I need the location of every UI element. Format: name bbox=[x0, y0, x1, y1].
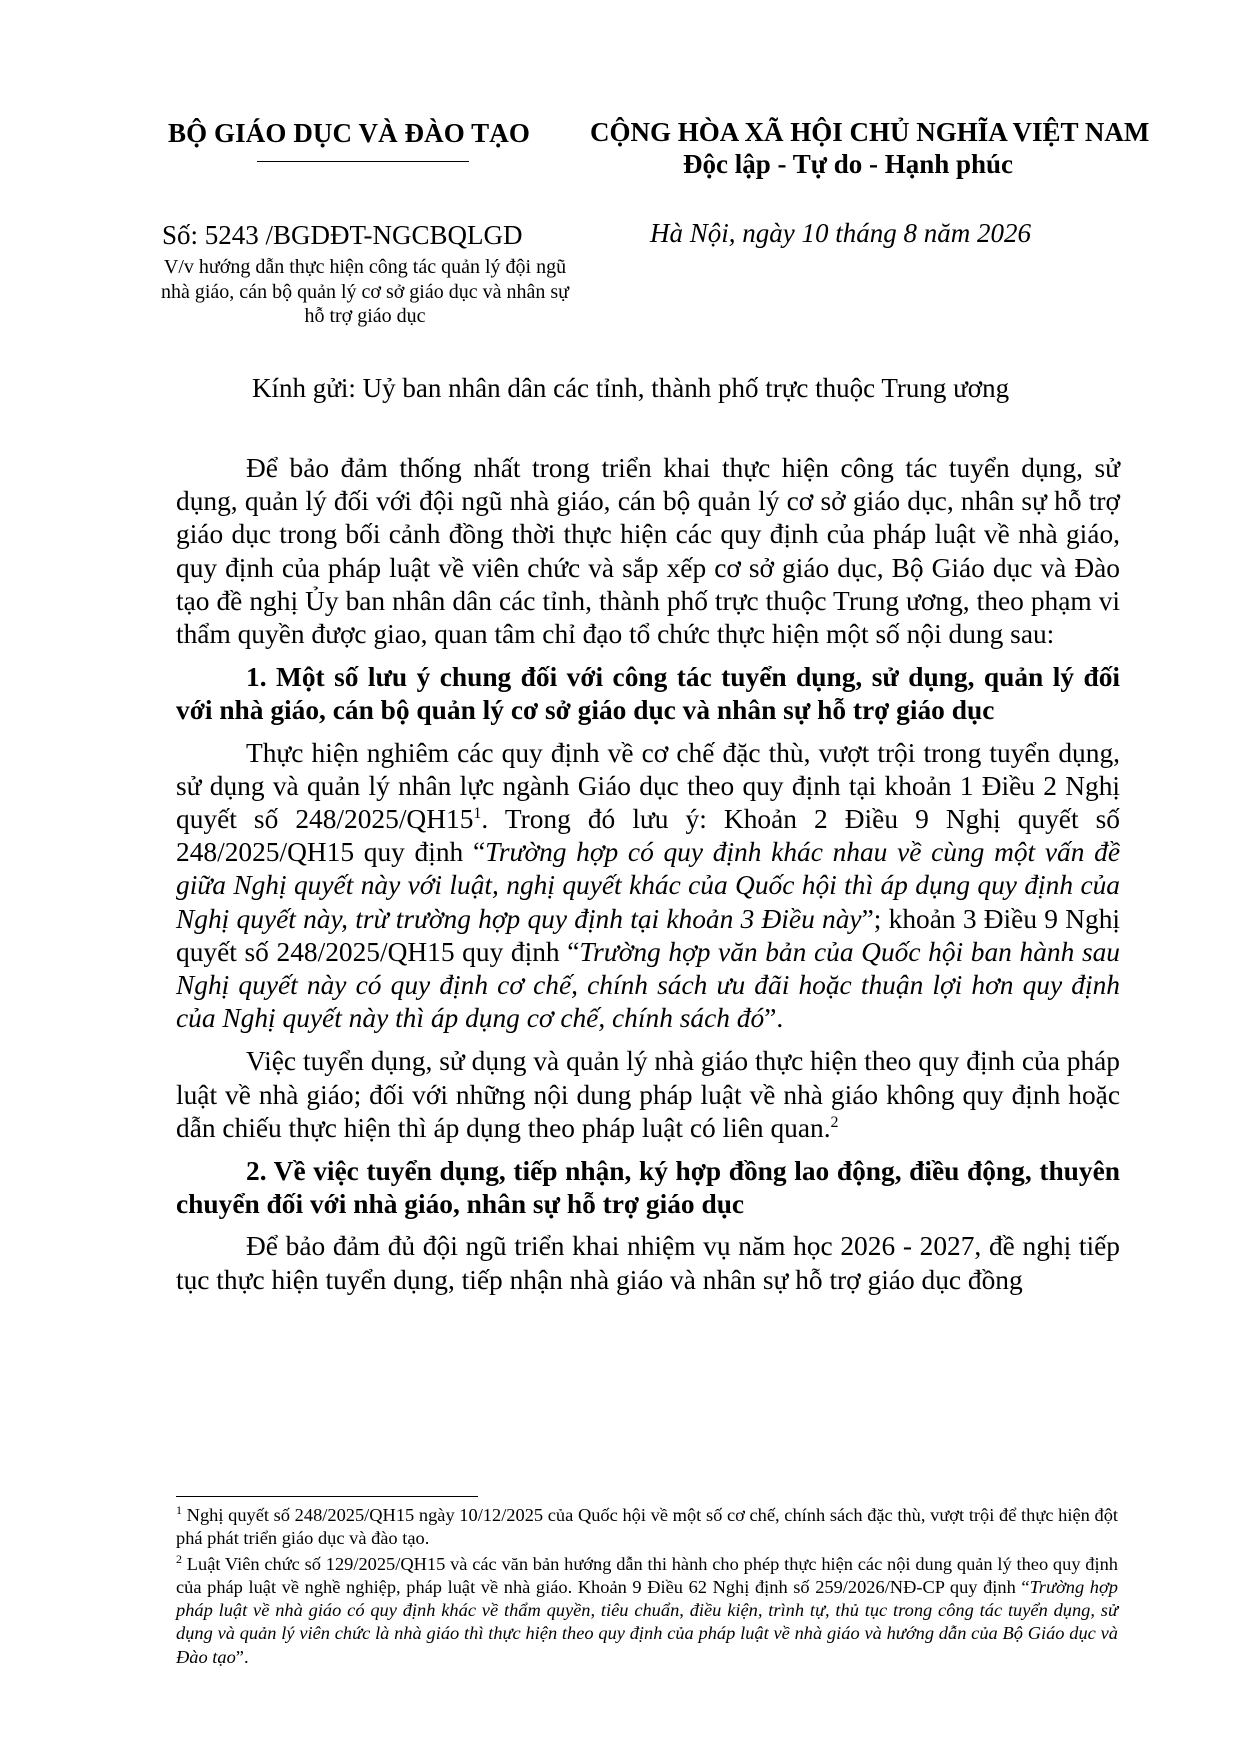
recipient-line: Kính gửi: Uỷ ban nhân dân các tỉnh, thành phố trực thuộc Trung ương bbox=[252, 373, 1010, 403]
footnote-number: 1 bbox=[176, 1502, 182, 1517]
footnote-separator bbox=[176, 1496, 478, 1497]
footnote-quote: Trường hợp pháp luật về nhà giáo có quy định khác về thẩm quyền, tiêu chuẩn, điều kiện, trình tự, thủ tục trong công tác tuyển dụng, sử dụng và quản lý viên chức là nhà giáo thì thực hiện theo quy định của pháp luật về nhà giáo và hướng dẫn của Bộ Giáo dục và Đào tạo bbox=[176, 1576, 1118, 1667]
document-number: Số: 5243 /BGDĐT-NGCBQLGD bbox=[162, 220, 523, 250]
text-run: Thực hiện nghiêm các quy định về cơ chế đặc thù, vượt trội trong tuyển dụng, sử dụng và quản lý nhân lực ngành Giáo dục theo quy định tại khoản 1 Điều 2 Nghị quyết số 248/2025/QH15 bbox=[176, 737, 1120, 835]
section-2-heading: 2. Về việc tuyển dụng, tiếp nhận, ký hợp đồng lao động, điều động, thuyên chuyển đối với nhà giáo, nhân sự hỗ trợ giáo dục bbox=[176, 1156, 1120, 1220]
issuing-agency: BỘ GIÁO DỤC VÀ ĐÀO TẠO bbox=[168, 118, 530, 148]
quote-clause-3: Trường hợp văn bản của Quốc hội ban hành sau Nghị quyết này có quy định cơ chế, chính sách ưu đãi hoặc thuận lợi hơn quy định của Nghị quyết này thì áp dụng cơ chế, chính sách đó bbox=[176, 936, 1120, 1034]
text-run: ”. bbox=[764, 1003, 784, 1034]
quote-clause-2: Trường hợp có quy định khác nhau về cùng một vấn đề giữa Nghị quyết này với luật, nghị quyết khác của Quốc hội thì áp dụng quy định của Nghị quyết này, trừ trường hợp quy định tại khoản 3 Điều này bbox=[176, 837, 1120, 934]
national-title: CỘNG HÒA XÃ HỘI CHỦ NGHĨA VIỆT NAM bbox=[590, 117, 1150, 147]
footnote-text: ”. bbox=[235, 1646, 249, 1667]
intro-paragraph: Để bảo đảm thống nhất trong triển khai thực hiện công tác tuyển dụng, sử dụng, quản lý đối với đội ngũ nhà giáo, cán bộ quản lý cơ sở giáo dục, nhân sự hỗ trợ giáo dục trong bối cảnh đồng thời thực hiện các quy định của pháp luật về nhà giáo, quy định của pháp luật về viên chức và sắp xếp cơ sở giáo dục, Bộ Giáo dục và Đào tạo đề nghị Ủy ban nhân dân các tỉnh, thành phố trực thuộc Trung ương, theo phạm vi thẩm quyền được giao, quan tâm chỉ đạo tổ chức thực hiện một số nội dung sau: bbox=[176, 453, 1120, 650]
footnotes bbox=[176, 1504, 1118, 1671]
footnote-number: 2 bbox=[176, 1551, 182, 1566]
paragraph-school-year: Để bảo đảm đủ đội ngũ triển khai nhiệm vụ năm học 2026 - 2027, đề nghị tiếp tục thực hiện tuyển dụng, tiếp nhận nhà giáo và nhân sự hỗ trợ giáo dục đồng bbox=[176, 1231, 1120, 1295]
document-subject: V/v hướng dẫn thực hiện công tác quản lý đội ngũ nhà giáo, cán bộ quản lý cơ sở giáo dục và nhân sự hỗ trợ giáo dục bbox=[161, 256, 569, 327]
paragraph-resolution-248 bbox=[176, 737, 1120, 1036]
document-body bbox=[176, 452, 1120, 1307]
paragraph-teacher-law bbox=[176, 1045, 1120, 1145]
text-run: Việc tuyển dụng, sử dụng và quản lý nhà giáo thực hiện theo quy định của pháp luật về nhà giáo; đối với những nội dung pháp luật về nhà giáo không quy định hoặc dẫn chiếu thực hiện thì áp dụng theo pháp luật có liên quan. bbox=[176, 1046, 1120, 1143]
national-motto: Độc lập - Tự do - Hạnh phúc bbox=[683, 149, 1014, 179]
footnote-ref-1: 1 bbox=[473, 804, 482, 822]
section-1-heading: 1. Một số lưu ý chung đối với công tác tuyển dụng, sử dụng, quản lý đối với nhà giáo, cán bộ quản lý cơ sở giáo dục và nhân sự hỗ trợ giáo dục bbox=[176, 662, 1120, 726]
footnote-2 bbox=[176, 1553, 1118, 1669]
text-run: . Trong đó lưu ý: Khoản 2 Điều 9 Nghị quyết số 248/2025/QH15 quy định “ bbox=[176, 804, 1120, 868]
agency-underline bbox=[257, 161, 469, 162]
text-run: ”; khoản 3 Điều 9 Nghị quyết số 248/2025/QH15 quy định “ bbox=[176, 903, 1121, 967]
footnote-text: Nghị quyết số 248/2025/QH15 ngày 10/12/2025 của Quốc hội về một số cơ chế, chính sách đặc thù, vượt trội để thực hiện đột phá phát triển giáo dục và đào tạo. bbox=[176, 1505, 1118, 1549]
footnote-1 bbox=[176, 1504, 1118, 1551]
document-date: Hà Nội, ngày 10 tháng 8 năm 2026 bbox=[650, 218, 1031, 248]
footnote-ref-2: 2 bbox=[830, 1113, 839, 1131]
footnote-text: Luật Viên chức số 129/2025/QH15 và các văn bản hướng dẫn thi hành cho phép thực hiện các nội dung quản lý theo quy định của pháp luật về nghề nghiệp, pháp luật về nhà giáo. Khoản 9 Điều 62 Nghị định số 259/2026/NĐ-CP quy định “ bbox=[176, 1553, 1118, 1597]
